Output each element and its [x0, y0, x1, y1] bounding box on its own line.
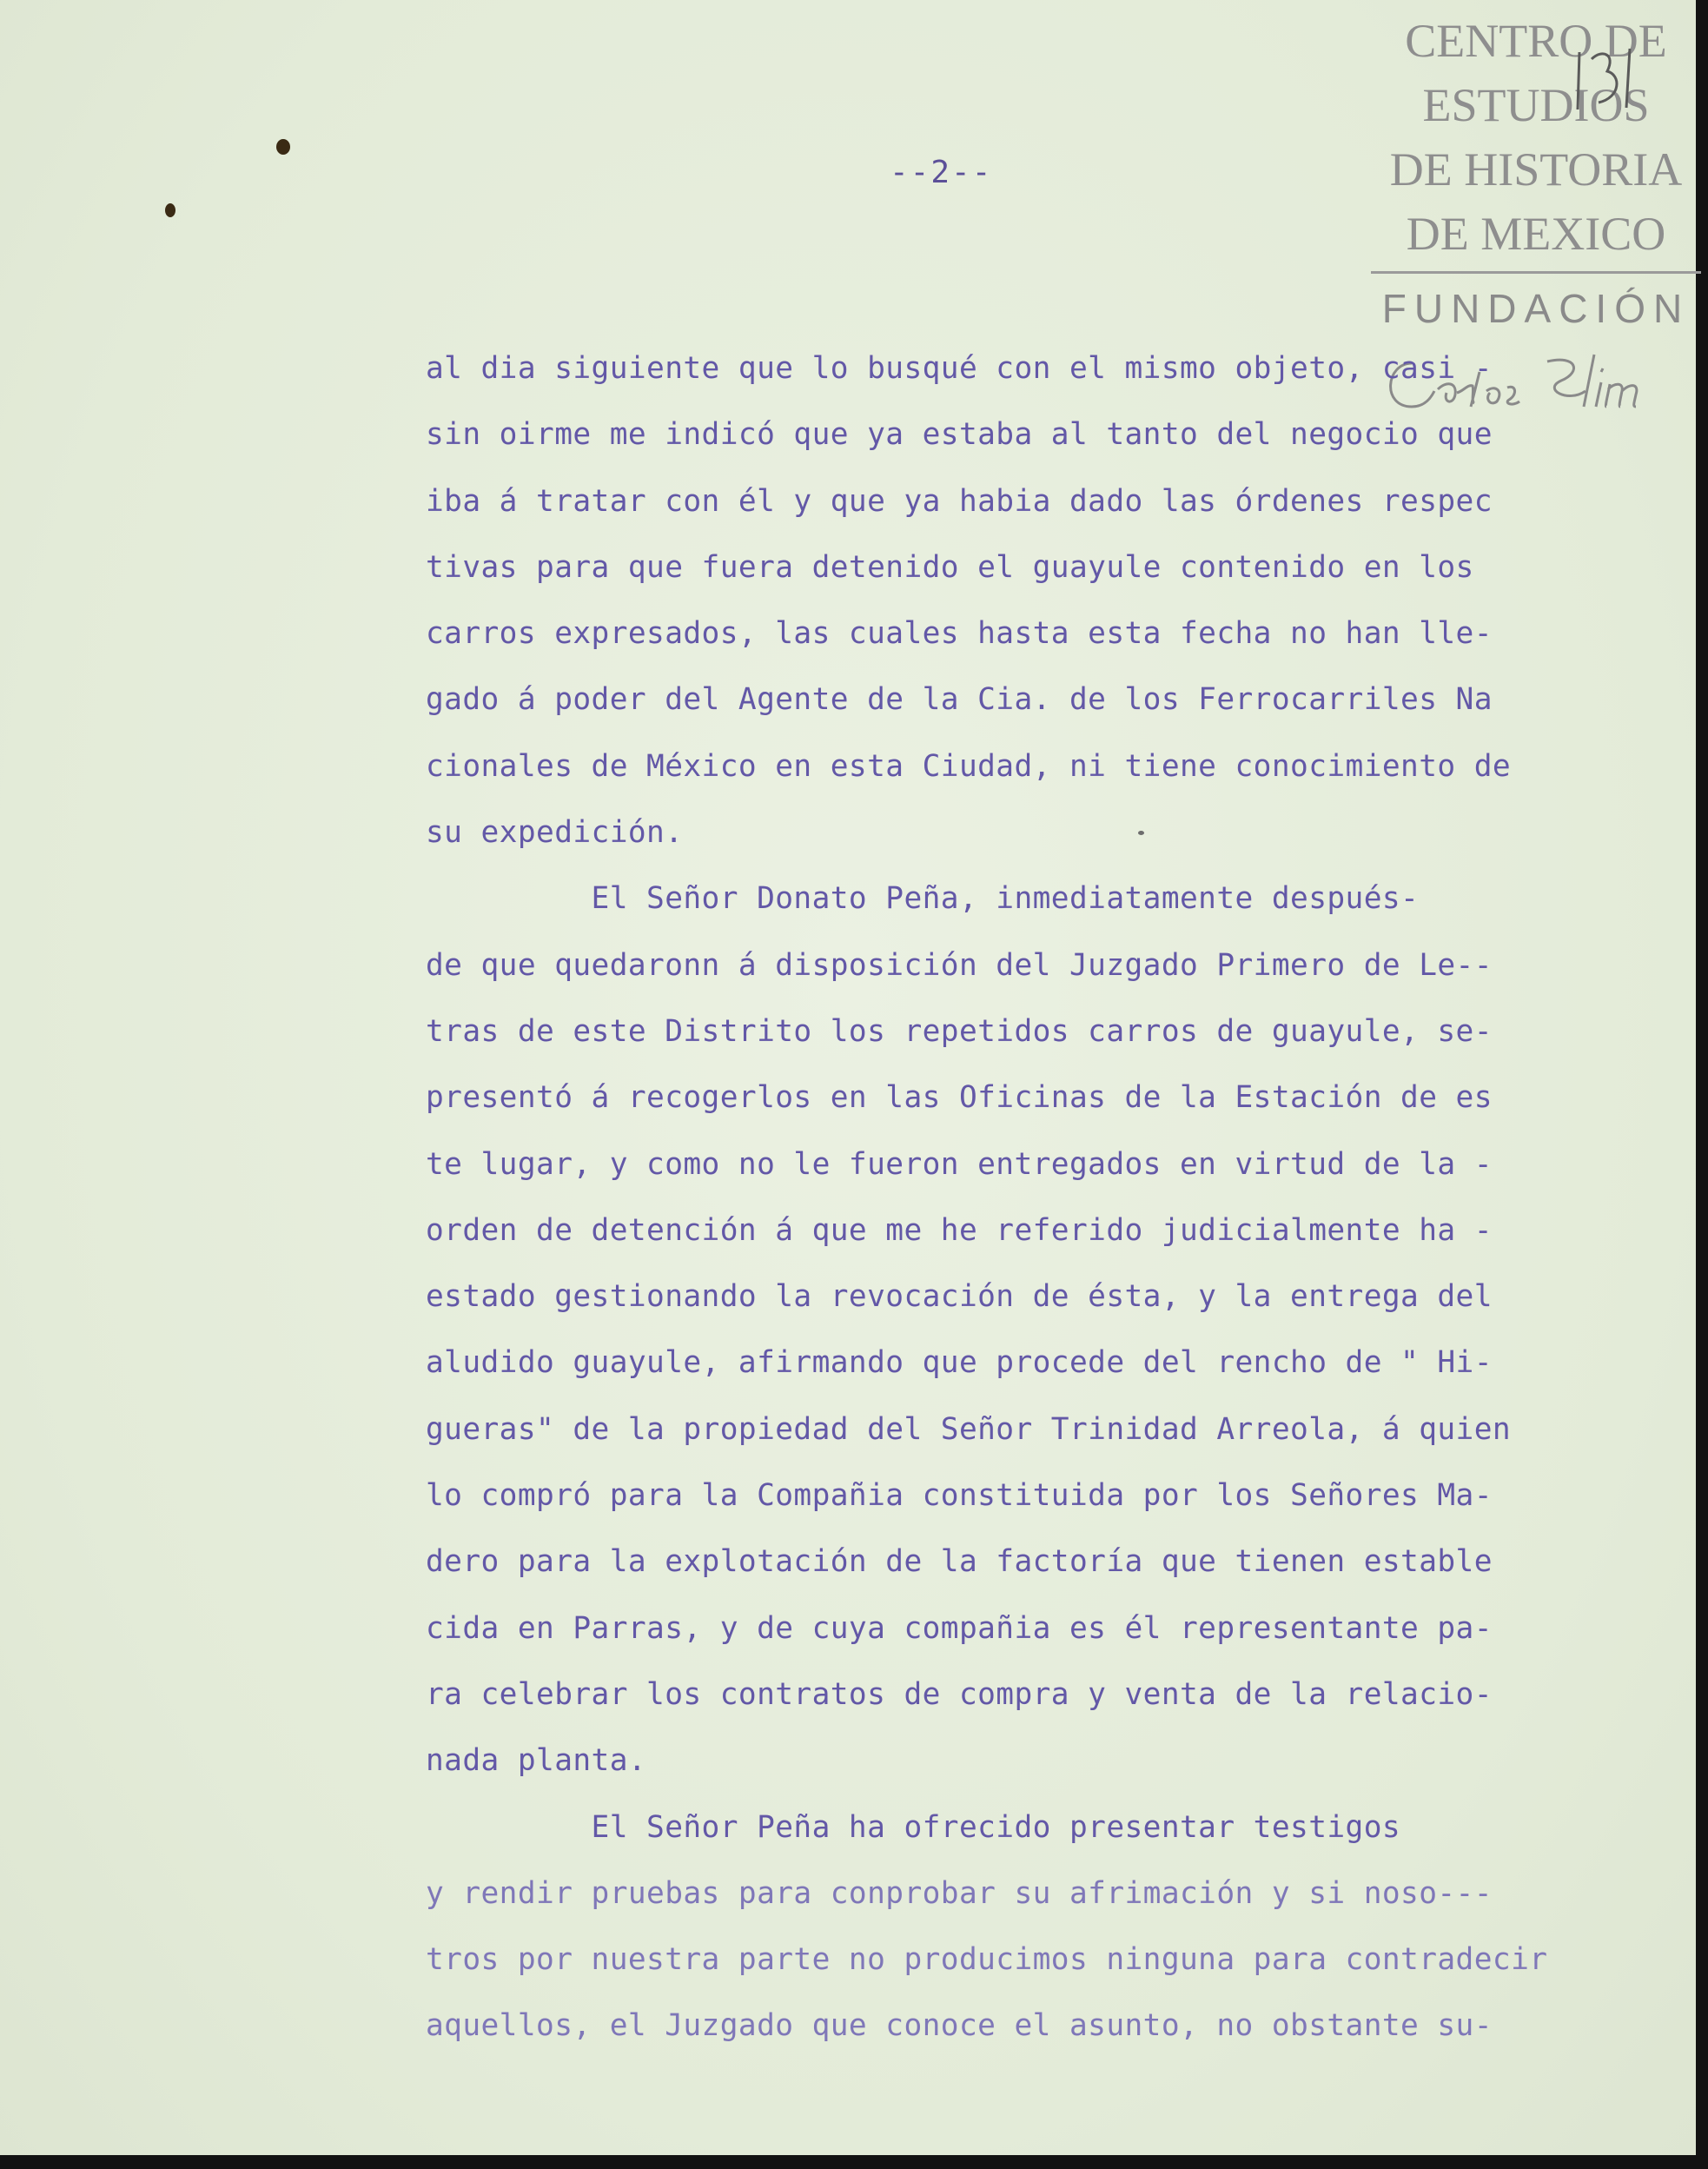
text-line: lo compró para la Compañia constituida por los Señores Ma- — [426, 1478, 1493, 1514]
text-line: El Señor Peña ha ofrecido presentar testigos — [426, 1809, 1401, 1845]
text-line: aquellos, el Juzgado que conoce el asunto, no obstante su- — [426, 2008, 1493, 2044]
text-line: nada planta. — [426, 1743, 647, 1779]
text-line: su expedición. — [426, 815, 684, 851]
text-line: tivas para que fuera detenido el guayule contenido en los — [426, 549, 1474, 585]
stamp-line: DE MEXICO — [1406, 208, 1666, 260]
text-line: gueras" de la propiedad del Señor Trinidad Arreola, á quien — [426, 1411, 1512, 1447]
text-line: cionales de México en esta Ciudad, ni tiene conocimiento de — [426, 748, 1512, 784]
ink-spot — [276, 139, 290, 155]
text-line: iba á tratar con él y que ya habia dado las órdenes respec — [426, 483, 1493, 519]
text-line: presentó á recogerlos en las Oficinas de la Estación de es — [426, 1080, 1493, 1116]
text-line: tros por nuestra parte no producimos ninguna para contradecir — [426, 1942, 1548, 1978]
stamp-line: ESTUDIOS — [1422, 79, 1650, 131]
text-line: gado á poder del Agente de la Cia. de los Ferrocarriles Na — [426, 682, 1493, 718]
text-line: orden de detención á que me he referido judicialmente ha - — [426, 1212, 1493, 1248]
stamp-foundation: FUNDACIÓN — [1381, 286, 1691, 331]
text-line: ra celebrar los contratos de compra y venta de la relacio- — [426, 1676, 1493, 1712]
archive-stamp — [1371, 9, 1701, 331]
letter-body — [426, 335, 1607, 2060]
ink-spot — [165, 203, 175, 217]
text-line: sin oirme me indicó que ya estaba al tanto del negocio que — [426, 417, 1493, 453]
text-line: al dia siguiente que lo busqué con el mismo objeto, casi - — [426, 351, 1493, 386]
text-line: cida en Parras, y de cuya compañia es él representante pa- — [426, 1610, 1493, 1646]
text-line: dero para la explotación de la factoría que tienen estable — [426, 1544, 1493, 1580]
text-line: de que quedaronn á disposición del Juzgado Primero de Le-- — [426, 947, 1493, 983]
text-line: estado gestionando la revocación de ésta, y la entrega del — [426, 1279, 1493, 1315]
text-line: te lugar, y como no le fueron entregados en virtud de la - — [426, 1146, 1493, 1182]
page-number: --2-- — [890, 155, 993, 190]
text-line: carros expresados, las cuales hasta esta fecha no han lle- — [426, 616, 1493, 652]
text-line: El Señor Donato Peña, inmediatamente después- — [426, 881, 1420, 917]
stamp-line: CENTRO DE — [1405, 15, 1667, 67]
stamp-line: DE HISTORIA — [1389, 143, 1683, 196]
text-line: tras de este Distrito los repetidos carros de guayule, se- — [426, 1013, 1493, 1049]
folio-number-image — [1572, 45, 1640, 116]
stamp-divider — [1371, 271, 1701, 274]
text-line: y rendir pruebas para conprobar su afrimación y si noso--- — [426, 1875, 1493, 1911]
text-line: aludido guayule, afirmando que procede del rencho de " Hi- — [426, 1345, 1493, 1381]
